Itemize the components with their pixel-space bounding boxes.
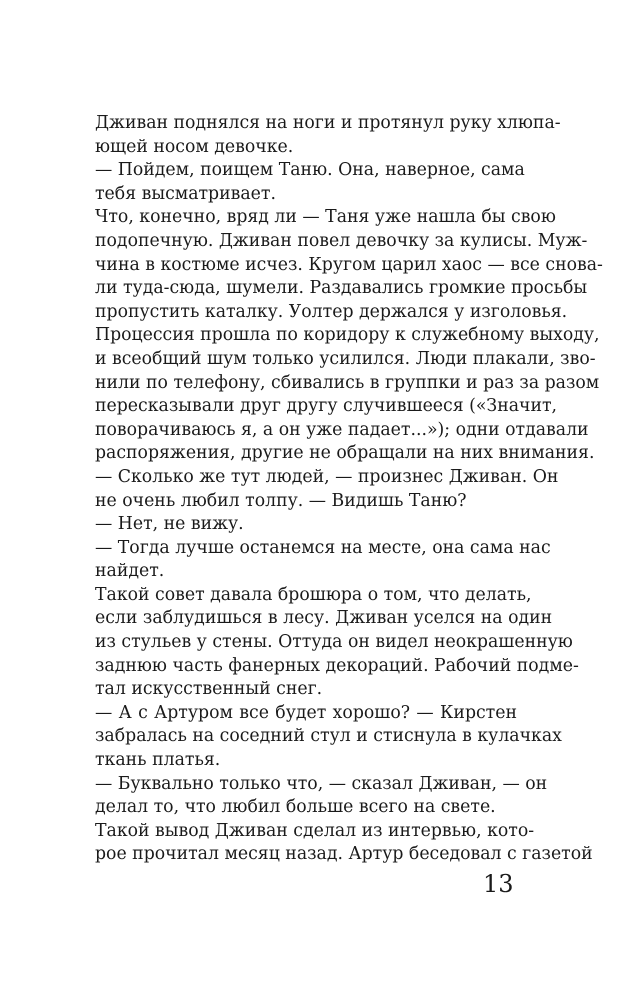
text-line: Дживан поднялся на ноги и протянул руку хлюпа- [95, 113, 561, 133]
paragraph [95, 112, 561, 159]
text-line: и всеобщий шум только усилился. Люди плакали, зво- [95, 348, 596, 369]
paragraph [95, 537, 551, 584]
text-line: — Тогда лучше останемся на месте, она сама нас [95, 537, 551, 558]
paragraph [95, 206, 603, 466]
text-line: тебя высматривает. [95, 183, 276, 204]
text-line: — А с Артуром все будет хорошо? — Кирстен [95, 702, 517, 723]
paragraph [95, 584, 579, 702]
text-line: — Пойдем, поищем Таню. Она, наверное, сама [95, 160, 525, 181]
text-line: забралась на соседний стул и стиснула в кулачках [95, 726, 562, 747]
text-line: поворачиваюсь я, а он уже падает...»); одни отдавали [95, 419, 589, 440]
page-number: 13 [483, 870, 514, 898]
text-line: рое прочитал месяц назад. Артур беседовал с газетой [95, 844, 593, 865]
text-line: — Сколько же тут людей, — произнес Дживан. Он [95, 466, 559, 487]
text-line: пересказывали друг другу случившееся («Значит, [95, 396, 558, 417]
text-line: найдет. [95, 561, 165, 582]
text-line: делал то, что любил больше всего на свете. [95, 797, 496, 818]
text-line: чина в костюме исчез. Кругом царил хаос — все снова- [95, 254, 603, 275]
paragraph [95, 466, 559, 513]
text-line: распоряжения, другие не обращали на них внимания. [95, 443, 595, 464]
text-line: — Нет, не вижу. [95, 514, 244, 535]
text-line: пропустить каталку. Уолтер держался у изголовья. [95, 301, 568, 322]
text-line: нили по телефону, сбивались в группки и раз за разом [95, 372, 600, 393]
text-line: Такой вывод Дживан сделал из интервью, кото- [95, 820, 535, 841]
text-line: не очень любил толпу. — Видишь Таню? [95, 490, 467, 511]
text-line: Что, конечно, вряд ли — Таня уже нашла бы свою [95, 207, 556, 228]
book-page-text [95, 112, 603, 867]
paragraph [95, 513, 517, 537]
text-line: из стульев у стены. Оттуда он видел неокрашенную [95, 632, 573, 653]
text-line: ткань платья. [95, 750, 221, 771]
paragraph [95, 773, 548, 820]
text-line: если заблудишься в лесу. Дживан уселся на один [95, 608, 553, 629]
text-line: — Буквально только что, — сказал Дживан, — он [95, 773, 548, 794]
text-line: ли туда-сюда, шумели. Раздавались громкие просьбы [95, 278, 588, 299]
text-line: тал искусственный снег. [95, 679, 323, 700]
paragraph [95, 159, 525, 206]
text-line: ющей носом девочке. [95, 136, 294, 157]
text-line: подопечную. Дживан повел девочку за кулисы. Муж- [95, 230, 588, 251]
text-line: Процессия прошла по коридору к служебному выходу, [95, 325, 600, 346]
paragraph [95, 820, 593, 867]
paragraph [95, 702, 562, 773]
text-line: заднюю часть фанерных декораций. Рабочий подме- [95, 655, 579, 676]
text-line: Такой совет давала брошюра о том, что делать, [95, 584, 532, 605]
